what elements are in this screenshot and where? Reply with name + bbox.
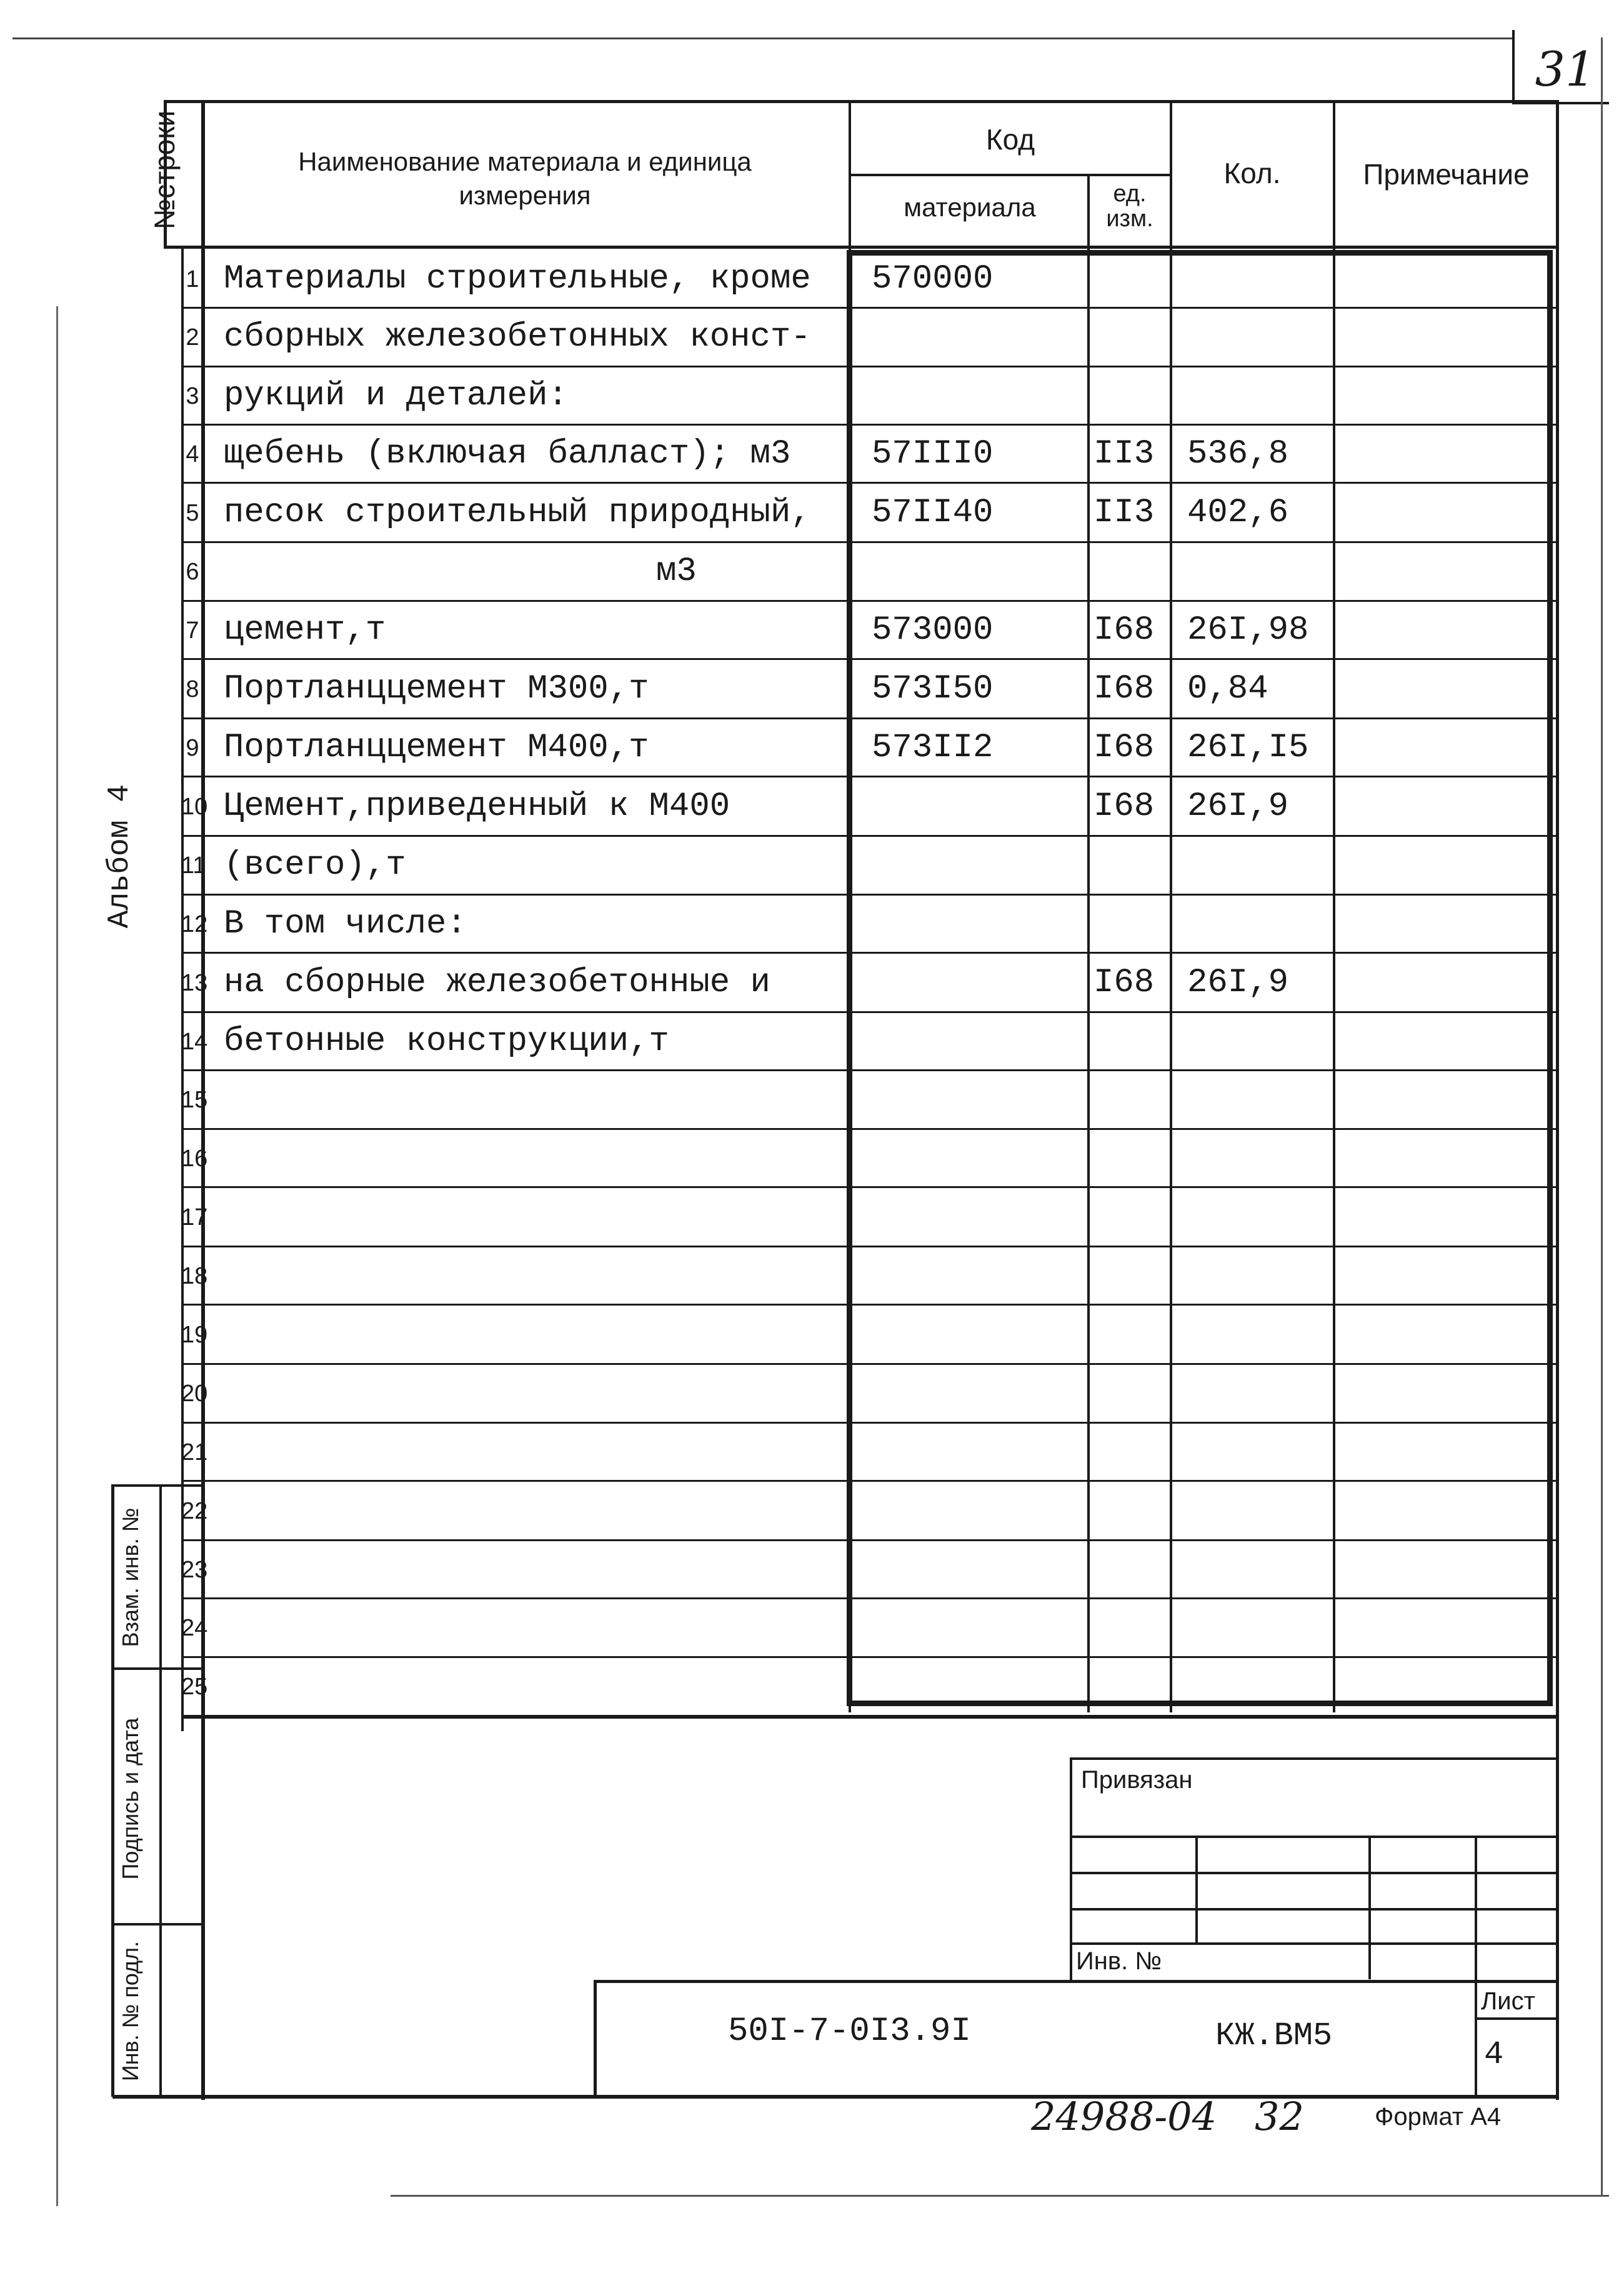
row-separator (181, 482, 1558, 484)
row-separator (181, 1304, 1558, 1306)
material-name: на сборные железобетонные и (224, 963, 770, 1002)
stamp-line-1 (1070, 1836, 1558, 1838)
quantity: 0,84 (1187, 669, 1268, 708)
header-row-no: №строки (148, 110, 181, 230)
material-name: Цемент,приведенный к М400 (224, 787, 730, 826)
header-note: Примечание (1363, 158, 1530, 191)
sheet-label-line (1475, 2017, 1558, 2020)
page-number: 31 (1535, 41, 1596, 97)
material-code: 57II40 (872, 493, 994, 532)
material-name: м3 (656, 552, 697, 591)
row-number: 3 (186, 382, 199, 409)
stamp-sheet-label: Лист (1481, 1987, 1535, 2015)
stamp-inv-no: Инв. № (1076, 1947, 1162, 1975)
row-number: 7 (186, 617, 199, 644)
unit-code: I68 (1093, 787, 1155, 826)
stamp-line-3 (1070, 1908, 1558, 1911)
material-code: 570000 (872, 259, 994, 298)
code-subheader-line (849, 174, 1172, 176)
header-bottom (164, 246, 1558, 249)
row-separator (181, 776, 1558, 777)
unit-code: I68 (1093, 611, 1155, 649)
row-separator (181, 835, 1558, 837)
row-number: 25 (181, 1674, 208, 1700)
row-separator (181, 1363, 1558, 1365)
material-code: 57III0 (872, 434, 994, 473)
row-number: 11 (181, 852, 206, 879)
row-number: 9 (186, 734, 199, 761)
row-separator (181, 1539, 1558, 1541)
row-separator (181, 307, 1558, 309)
row-number: 16 (181, 1145, 208, 1172)
material-code: 573I50 (872, 669, 994, 708)
strip-mid (159, 1484, 162, 2097)
album-label: Альбом 4 (103, 784, 137, 929)
strip-inv: Инв. № подл. (117, 1941, 143, 2082)
stamp-top (1070, 1757, 1558, 1760)
frame-right (1556, 100, 1559, 2100)
row-separator (181, 894, 1558, 896)
quantity: 402,6 (1187, 493, 1289, 532)
right-rule (1601, 37, 1603, 2197)
handwritten-page: 32 (1255, 2094, 1304, 2139)
row-number: 10 (181, 793, 208, 820)
quantity: 26I,9 (1187, 963, 1289, 1002)
row-separator (181, 717, 1558, 719)
table-bottom-line (181, 1716, 1558, 1719)
row-separator (181, 1656, 1558, 1658)
row-number: 5 (186, 499, 199, 526)
row-number: 14 (181, 1028, 208, 1055)
row-separator (181, 424, 1558, 426)
material-name: Портланццемент М400,т (224, 728, 649, 767)
quantity: 26I,9 (1187, 787, 1289, 826)
stamp-doc-code: 50I-7-0I3.9I (728, 2012, 971, 2051)
material-name: рукций и деталей: (224, 376, 568, 415)
strip-left (111, 1484, 114, 2097)
header-qty: Кол. (1223, 157, 1281, 189)
header-code-material: материала (904, 192, 1036, 222)
unit-code: II3 (1093, 434, 1155, 473)
material-name: Портланццемент М300,т (224, 669, 649, 708)
row-separator (181, 366, 1558, 367)
row-number: 21 (181, 1439, 208, 1466)
row-separator (181, 1186, 1558, 1188)
row-number: 13 (181, 969, 208, 996)
strip-podpis: Подпись и дата (117, 1717, 143, 1880)
row-number: 12 (181, 911, 208, 937)
material-code: 573000 (872, 611, 994, 649)
stamp-col-3 (1475, 1836, 1477, 2098)
header-code: Код (985, 123, 1035, 156)
header-code-unit: ед. изм. (1106, 181, 1153, 232)
margin-rule (56, 306, 58, 2206)
unit-code: II3 (1093, 493, 1155, 532)
row-number: 19 (181, 1321, 208, 1348)
material-name: щебень (включая балласт); м3 (224, 434, 791, 473)
unit-code: I68 (1093, 728, 1155, 767)
format-label: Формат А4 (1375, 2103, 1502, 2131)
frame-top (164, 100, 1558, 103)
row-number: 6 (186, 559, 199, 585)
row-separator (181, 658, 1558, 660)
row-separator (181, 1128, 1558, 1130)
material-name: песок строительный природный, (224, 493, 811, 532)
row-separator (181, 952, 1558, 954)
row-number: 4 (186, 441, 199, 467)
row-separator (181, 1480, 1558, 1482)
handwritten-number: 24988-04 (1031, 2094, 1217, 2139)
stamp-main-top (594, 1980, 1558, 1983)
unit-code: I68 (1093, 669, 1155, 708)
row-number: 20 (181, 1381, 208, 1407)
row-number: 17 (181, 1204, 208, 1231)
row-number: 23 (181, 1556, 208, 1583)
row-number: 15 (181, 1087, 208, 1113)
bottom-rule (391, 2195, 1609, 2197)
row-separator (181, 1246, 1558, 1247)
row-separator (181, 1069, 1558, 1071)
stamp-main-left (594, 1980, 597, 2097)
unit-code: I68 (1093, 963, 1155, 1002)
row-separator (181, 1422, 1558, 1424)
quantity: 26I,I5 (1187, 728, 1309, 767)
stamp-privyazan: Привязан (1081, 1766, 1193, 1794)
stamp-col-1 (1195, 1836, 1198, 1944)
material-name: бетонные конструкции,т (224, 1022, 669, 1061)
row-number: 2 (186, 324, 199, 351)
stamp-line-4 (1070, 1942, 1558, 1945)
frame-bottom (112, 2095, 1559, 2099)
material-name: сборных железобетонных конст- (224, 318, 811, 356)
row-number: 8 (186, 676, 199, 702)
quantity: 536,8 (1187, 434, 1289, 473)
row-separator (181, 541, 1558, 543)
top-rule (12, 37, 1512, 39)
quantity: 26I,98 (1187, 611, 1309, 649)
stamp-left-upper (1070, 1757, 1072, 1982)
strip-vzam: Взам. инв. № (117, 1507, 143, 1647)
stamp-sheet-value: 4 (1484, 2036, 1504, 2073)
row-separator (181, 600, 1558, 602)
stamp-col-2 (1368, 1836, 1371, 1979)
material-name: В том числе: (224, 904, 467, 943)
row-separator (181, 1597, 1558, 1599)
stamp-mark: КЖ.ВМ5 (1215, 2017, 1333, 2054)
stamp-line-2 (1070, 1872, 1558, 1874)
row-number: 18 (181, 1262, 208, 1289)
material-name: Материалы строительные, кроме (224, 259, 811, 298)
row-separator (181, 1011, 1558, 1013)
row-number: 22 (181, 1497, 208, 1524)
material-code: 573II2 (872, 728, 994, 767)
header-name: Наименование материала и единица измерения (298, 147, 752, 210)
material-name: цемент,т (224, 611, 386, 649)
row-number: 24 (181, 1615, 208, 1641)
row-number: 1 (186, 266, 199, 292)
material-name: (всего),т (224, 846, 406, 884)
